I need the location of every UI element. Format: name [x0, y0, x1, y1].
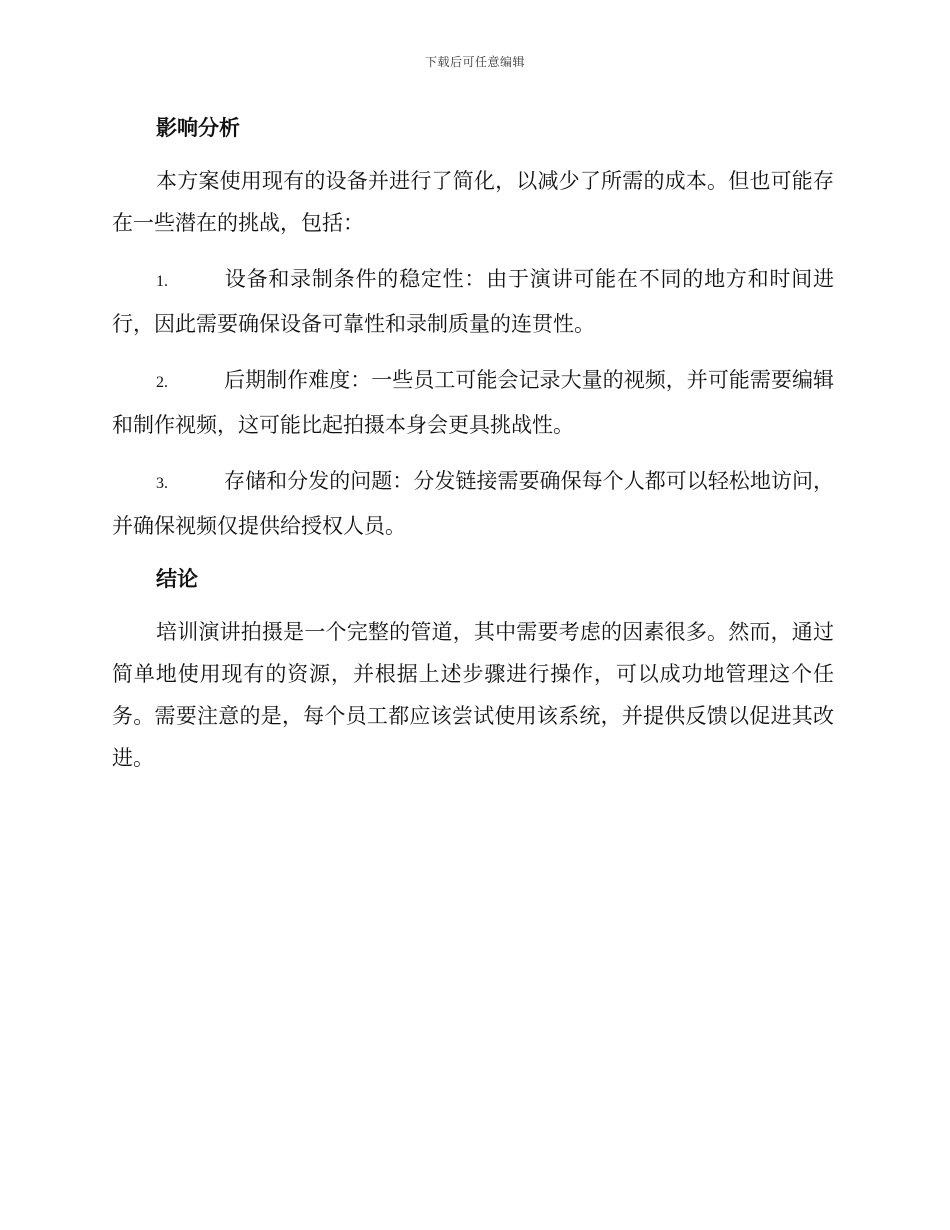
list-item: [112, 359, 834, 446]
impact-intro-paragraph: 本方案使用现有的设备并进行了简化，以减少了所需的成本。但也可能存在一些潜在的挑战，包括：: [112, 169, 834, 235]
document-body: [112, 110, 834, 779]
list-item: [112, 258, 834, 345]
list-item-text: 后期制作难度：一些员工可能会记录大量的视频，并可能需要编辑和制作视频，这可能比起拍摄本身会更具挑战性。: [112, 368, 834, 437]
list-item-number: 2.: [156, 374, 168, 391]
list-item-text: 存储和分发的问题：分发链接需要确保每个人都可以轻松地访问，并确保视频仅提供给授权人员。: [112, 469, 834, 538]
section-heading-impact: 影响分析: [156, 116, 240, 140]
list-item-text: 设备和录制条件的稳定性：由于演讲可能在不同的地方和时间进行，因此需要确保设备可靠性和录制质量的连贯性。: [112, 267, 834, 336]
list-item-number: 3.: [156, 475, 168, 492]
page-header: 下载后可任意编辑: [424, 55, 525, 69]
conclusion-paragraph: 培训演讲拍摄是一个完整的管道，其中需要考虑的因素很多。然而，通过简单地使用现有的资源，并根据上述步骤进行操作，可以成功地管理这个任务。需要注意的是，每个员工都应该尝试使用该系统，并提供反馈以促进其改进。: [112, 620, 834, 770]
list-item-number: 1.: [156, 273, 168, 290]
section-heading-conclusion: 结论: [156, 567, 198, 591]
list-item: [112, 460, 834, 547]
